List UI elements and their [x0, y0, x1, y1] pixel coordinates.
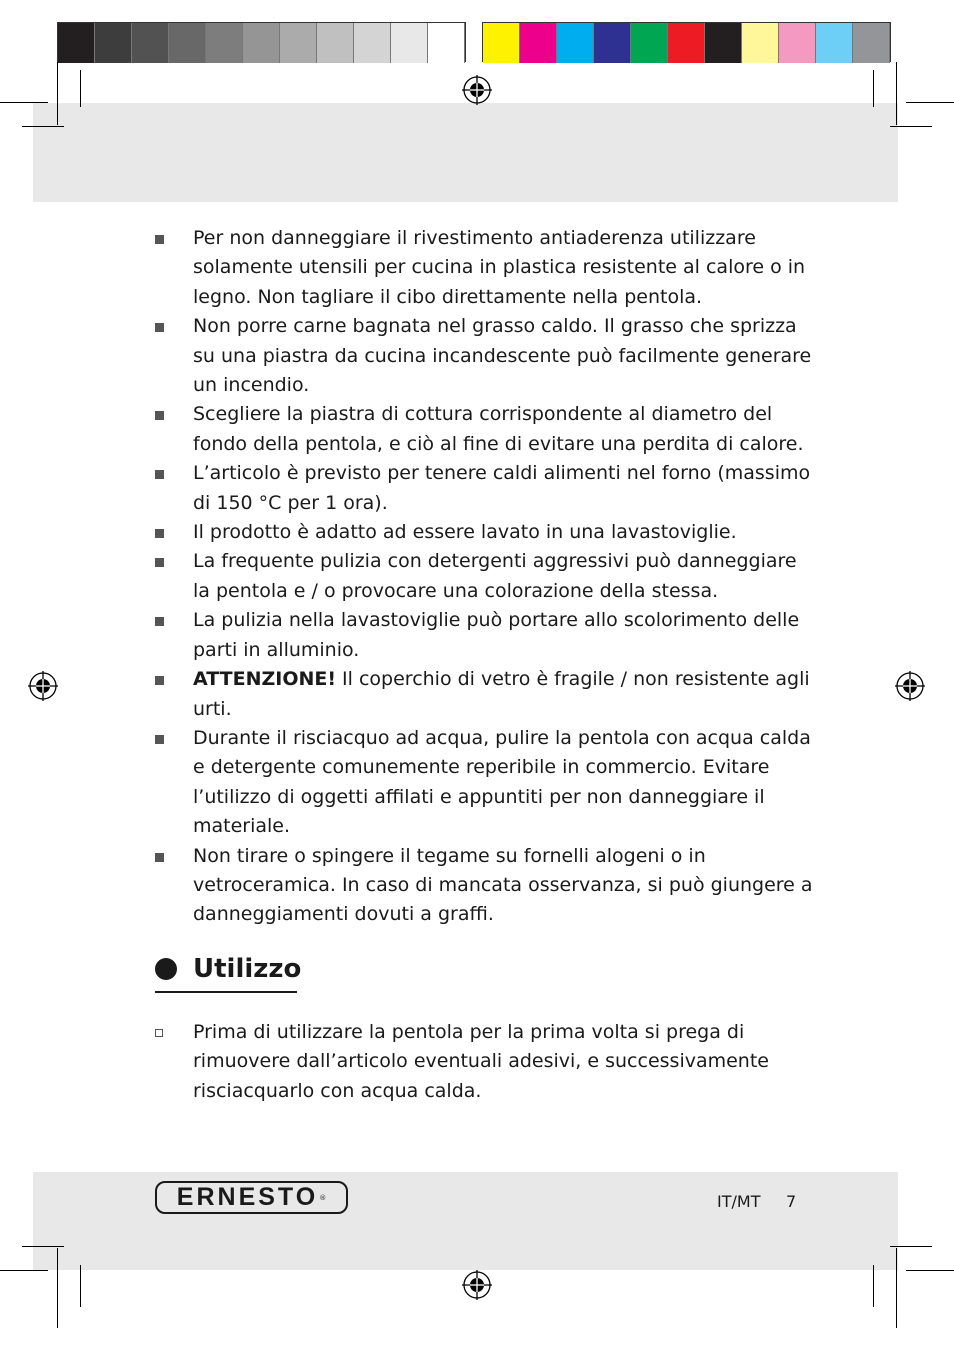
bullet-text: Per non danneggiare il rivestimento antiaderenza utilizzare solamente utensili per cucina in plastica resistente al calore o in legno. Non tagliare il cibo direttamente nella pentola. — [193, 227, 806, 308]
color-swatch — [132, 23, 169, 63]
gray-swatch-group — [57, 22, 466, 62]
list-item — [155, 842, 815, 930]
crop-mark — [57, 1248, 58, 1328]
bullet-text: L’articolo è previsto per tenere caldi alimenti nel forno (massimo di 150 °C per 1 ora). — [193, 462, 811, 514]
crop-mark — [0, 1270, 48, 1271]
language-code: IT/MT — [717, 1192, 761, 1211]
bullet-text: Il coperchio di vetro è fragile / non resistente agli urti. — [193, 668, 810, 720]
crop-mark — [22, 1246, 64, 1247]
color-swatch — [816, 23, 853, 63]
square-bullet-icon — [155, 411, 164, 420]
color-swatch — [742, 23, 779, 63]
square-bullet-icon — [155, 676, 164, 685]
warning-label: ATTENZIONE! — [193, 668, 337, 691]
list-item — [155, 312, 815, 400]
bullet-text: Non tirare o spingere il tegame su fornelli alogeni o in vetroceramica. In caso di mancata osservanza, si può giungere a danneggiamenti dovuti a graffi. — [193, 844, 813, 926]
color-swatch — [317, 23, 354, 63]
list-item — [155, 724, 815, 842]
color-swatch — [95, 23, 132, 63]
color-swatch — [779, 23, 816, 63]
bullet-text: Il prodotto è adatto ad essere lavato in una lavastoviglie. — [193, 521, 737, 544]
color-swatch — [58, 23, 95, 63]
square-bullet-icon — [155, 617, 164, 626]
crop-mark — [22, 126, 64, 127]
bullet-text: La pulizia nella lavastoviglie può portare allo scolorimento delle parti in alluminio. — [193, 609, 800, 661]
registration-mark-icon — [462, 1270, 492, 1300]
logo-text: ERNESTO — [176, 1183, 319, 1211]
crop-mark — [57, 62, 58, 125]
crop-mark — [80, 70, 81, 107]
list-item — [155, 547, 815, 606]
color-swatch — [280, 23, 317, 63]
list-item — [155, 606, 815, 665]
color-swatch — [853, 23, 890, 63]
crop-mark — [890, 1246, 932, 1247]
crop-mark — [873, 1265, 874, 1307]
crop-mark — [873, 70, 874, 107]
square-bullet-icon — [155, 735, 164, 744]
color-swatch — [520, 23, 557, 63]
color-swatch — [391, 23, 428, 63]
crop-mark — [896, 1248, 897, 1328]
color-swatch — [206, 23, 243, 63]
color-swatch — [483, 23, 520, 63]
trademark-icon: ® — [319, 1193, 327, 1202]
section-underline — [155, 991, 297, 993]
bullet-text: Scegliere la piastra di cottura corrispondente al diametro del fondo della pentola, e ciò al fine di evitare una perdita di calore. — [193, 403, 804, 455]
crop-mark — [906, 102, 954, 103]
crop-mark — [0, 102, 48, 103]
header-band — [33, 103, 898, 202]
crop-mark — [80, 1265, 81, 1307]
color-swatch — [668, 23, 705, 63]
list-item — [155, 665, 815, 724]
color-swatch — [594, 23, 631, 63]
color-swatch — [557, 23, 594, 63]
section-heading — [155, 954, 301, 984]
color-swatch — [428, 23, 465, 63]
color-swatch-group — [482, 22, 891, 62]
color-swatch — [631, 23, 668, 63]
color-swatch — [243, 23, 280, 63]
square-bullet-icon — [155, 853, 164, 862]
square-bullet-icon — [155, 558, 164, 567]
square-bullet-icon — [155, 470, 164, 479]
brand-logo — [155, 1181, 348, 1214]
crop-mark — [890, 126, 932, 127]
bullet-text: Durante il risciacquo ad acqua, pulire la pentola con acqua calda e detergente comunemente reperibile in commercio. Evitare l’utilizzo di oggetti affilati e appuntiti per non danneggiare il materiale. — [193, 726, 811, 838]
instruction-text: Prima di utilizzare la pentola per la prima volta si prega di rimuovere dall’articolo eventuali adesivi, e successivamente risciacquarlo con acqua calda. — [193, 1021, 769, 1102]
registration-mark-icon — [28, 671, 58, 701]
bullet-text: La frequente pulizia con detergenti aggressivi può danneggiare la pentola e / o provocare una colorazione della stessa. — [193, 550, 797, 602]
list-item — [155, 459, 815, 518]
checkbox-bullet-icon — [155, 1029, 163, 1037]
section-title: Utilizzo — [193, 954, 302, 984]
square-bullet-icon — [155, 235, 164, 244]
list-item — [155, 400, 815, 459]
color-swatch — [705, 23, 742, 63]
registration-mark-icon — [895, 671, 925, 701]
list-item — [155, 224, 815, 312]
list-item — [155, 518, 815, 547]
square-bullet-icon — [155, 323, 164, 332]
crop-mark — [896, 62, 897, 125]
safety-bullet-list — [155, 224, 815, 930]
square-bullet-icon — [155, 529, 164, 538]
color-swatch — [169, 23, 206, 63]
section-dot-icon — [155, 958, 177, 980]
color-swatch — [354, 23, 391, 63]
crop-mark — [906, 1270, 954, 1271]
color-bar — [57, 22, 891, 62]
page-number: 7 — [786, 1192, 797, 1211]
instruction-list — [155, 1018, 815, 1106]
list-item — [155, 1018, 815, 1106]
registration-mark-icon — [462, 75, 492, 105]
bullet-text: Non porre carne bagnata nel grasso caldo. Il grasso che sprizza su una piastra da cucina incandescente può facilmente generare un incendio. — [193, 315, 812, 397]
